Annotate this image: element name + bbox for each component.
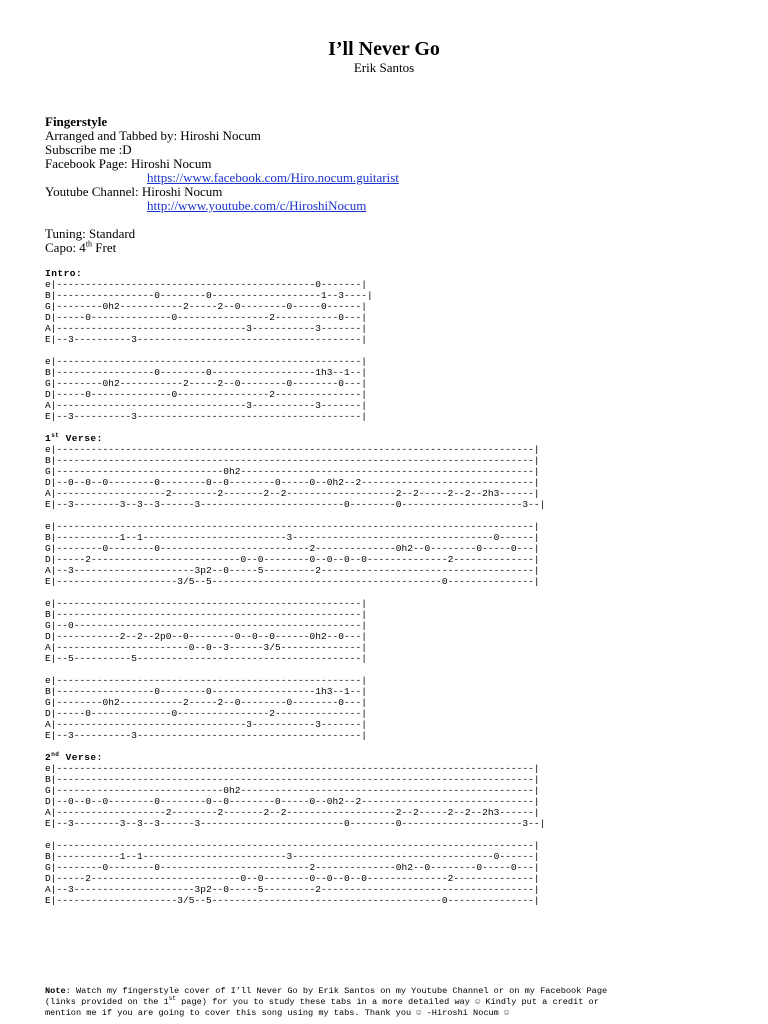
tab-staff [45, 598, 545, 664]
tab-string-line: E|---------------------3/5--5----------------------------------------0---------------| [45, 576, 540, 587]
tab-string-line: e|-----------------------------------------------------------------------------------| [45, 840, 540, 851]
tab-string-line: G|--------0h2-----------2-----2--0--------0-----0------| [45, 301, 368, 312]
section-header-rest: Verse: [59, 433, 103, 444]
tab-string-line: B|-----------------------------------------------------------------------------------| [45, 774, 540, 785]
tab-string-line: B|-----------------0--------0------------------1h3--1--| [45, 367, 368, 378]
section-header-ordinal: st [51, 431, 60, 439]
tab-string-line: G|--0--------------------------------------------------| [45, 620, 368, 631]
tab-string-line: e|-----------------------------------------------------| [45, 598, 368, 609]
footer-note [45, 986, 735, 1019]
note-text-2a: (links provided on the 1 [45, 997, 169, 1007]
tab-string-line: B|-----------------0--------0------------------1h3--1--| [45, 686, 368, 697]
tab-string-line: E|--3----------3---------------------------------------| [45, 334, 368, 345]
tab-string-line: e|-----------------------------------------------------------------------------------| [45, 521, 540, 532]
tab-string-line: E|---------------------3/5--5----------------------------------------0---------------| [45, 895, 540, 906]
tab-string-line: D|-----0--------------0----------------2---------------| [45, 708, 368, 719]
tab-string-line: G|--------0--------0--------------------------2--------------0h2--0--------0-----0---| [45, 862, 540, 873]
style-label: Fingerstyle [45, 114, 108, 129]
section-header-ordinal: nd [51, 750, 60, 758]
tab-section [45, 433, 545, 587]
tab-string-line: D|-----2--------------------------0--0--------0--0--0--0--------------2--------------| [45, 554, 540, 565]
tab-staff [45, 356, 545, 422]
section-header [45, 268, 545, 279]
section-header-text: Intro: [45, 268, 83, 279]
tab-string-line: e|-----------------------------------------------------| [45, 356, 368, 367]
note-line-3: mention me if you are going to cover this song using my tabs. Thank you ☺ -Hiroshi Nocum ☺ [45, 1008, 510, 1018]
tab-staff [45, 444, 545, 510]
tab-string-line: D|--0--0--0--------0--------0--0--------0-----0--0h2--2------------------------------| [45, 796, 540, 807]
tab-staff [45, 279, 545, 345]
section-header-text: 1 [45, 433, 52, 444]
tab-section [45, 752, 545, 906]
tab-string-line: G|--------0--------0--------------------------2--------------0h2--0--------0-----0---| [45, 543, 540, 554]
tab-string-line: E|--3----------3---------------------------------------| [45, 730, 368, 741]
song-title: I’ll Never Go [328, 38, 440, 60]
song-artist: Erik Santos [353, 60, 415, 75]
tab-staff [45, 840, 545, 906]
tab-string-line: e|-----------------------------------------------------------------------------------| [45, 763, 540, 774]
section-header [45, 433, 545, 444]
capo-ordinal: th [85, 239, 93, 249]
capo-text: Capo: 4 [45, 240, 86, 255]
tab-string-line: e|---------------------------------------------0-------| [45, 279, 368, 290]
tab-string-line: A|---------------------------------3-----------3-------| [45, 719, 368, 730]
tab-string-line: A|---------------------------------3-----------3-------| [45, 400, 368, 411]
tab-string-line: e|-----------------------------------------------------| [45, 675, 368, 686]
tab-string-line: D|-----------2--2--2p0--0--------0--0--0------0h2--0---| [45, 631, 368, 642]
tab-string-line: E|--3--------3--3--3------3-------------------------0--------0---------------------3--| [45, 499, 546, 510]
tab-string-line: e|-----------------------------------------------------------------------------------| [45, 444, 540, 455]
note-ordinal: st [168, 995, 176, 1003]
tab-string-line: A|-----------------------0--0--3------3/5--------------| [45, 642, 368, 653]
tab-string-line: G|-----------------------------0h2---------------------------------------------------| [45, 785, 540, 796]
note-line-1 [45, 986, 735, 997]
tab-string-line: B|-----------------------------------------------------| [45, 609, 368, 620]
tab-string-line: B|-----------1--1-------------------------3-----------------------------------0------| [45, 851, 540, 862]
arranger-line: Arranged and Tabbed by: Hiroshi Nocum [45, 128, 261, 143]
section-header-text: 2 [45, 752, 52, 763]
tab-string-line: A|---------------------------------3-----------3-------| [45, 323, 368, 334]
tab-section [45, 598, 545, 741]
tab-string-line: D|-----2--------------------------0--0--------0--0--0--0--------------2--------------| [45, 873, 540, 884]
tab-string-line: B|-----------------0--------0-------------------1--3----| [45, 290, 373, 301]
youtube-label: Youtube Channel: Hiroshi Nocum [45, 184, 223, 199]
tab-staff [45, 521, 545, 587]
tab-staff [45, 763, 545, 829]
section-header-rest: Verse: [59, 752, 103, 763]
tab-string-line: E|--3--------3--3--3------3-------------------------0--------0---------------------3--| [45, 818, 546, 829]
tab-string-line: A|-------------------2--------2-------2--2-------------------2--2-----2--2--2h3------| [45, 488, 540, 499]
tuning-line: Tuning: Standard [45, 226, 136, 241]
tablature [45, 268, 545, 917]
facebook-link[interactable]: https://www.facebook.com/Hiro.nocum.guitarist [147, 170, 399, 185]
tab-string-line: E|--3----------3---------------------------------------| [45, 411, 368, 422]
section-header [45, 752, 545, 763]
tab-string-line: D|-----0--------------0----------------2-----------0---| [45, 312, 368, 323]
info-block [45, 115, 399, 255]
tab-string-line: D|--0--0--0--------0--------0--0--------0-----0--0h2--2------------------------------| [45, 477, 540, 488]
tab-string-line: E|--5----------5---------------------------------------| [45, 653, 368, 664]
note-label: Note [45, 986, 66, 996]
capo-suffix: Fret [92, 240, 117, 255]
tab-section [45, 268, 545, 422]
note-text-2b: page) for you to study these tabs in a more detailed way ☺ Kindly put a credit or [175, 997, 599, 1007]
tab-string-line: G|--------0h2-----------2-----2--0--------0--------0---| [45, 697, 368, 708]
tab-string-line: A|--3---------------------3p2--0-----5---------2-------------------------------------| [45, 884, 540, 895]
note-line-2 [45, 997, 735, 1008]
tab-string-line: B|-----------1--1-------------------------3-----------------------------------0------| [45, 532, 540, 543]
tab-string-line: A|-------------------2--------2-------2--2-------------------2--2-----2--2--2h3------| [45, 807, 540, 818]
tab-string-line: B|-----------------------------------------------------------------------------------| [45, 455, 540, 466]
tab-staff [45, 675, 545, 741]
note-text-1: : Watch my fingerstyle cover of I’ll Never Go by Erik Santos on my Youtube Channel or on my Facebook Page [65, 986, 608, 996]
tab-string-line: D|-----0--------------0----------------2---------------| [45, 389, 368, 400]
capo-line [45, 241, 399, 255]
tab-string-line: G|-----------------------------0h2---------------------------------------------------| [45, 466, 540, 477]
tab-string-line: G|--------0h2-----------2-----2--0--------0--------0---| [45, 378, 368, 389]
subscribe-line: Subscribe me :D [45, 142, 132, 157]
youtube-link[interactable]: http://www.youtube.com/c/HiroshiNocum [147, 198, 367, 213]
tab-string-line: A|--3---------------------3p2--0-----5---------2-------------------------------------| [45, 565, 540, 576]
spacer [45, 213, 399, 227]
facebook-label: Facebook Page: Hiroshi Nocum [45, 156, 212, 171]
